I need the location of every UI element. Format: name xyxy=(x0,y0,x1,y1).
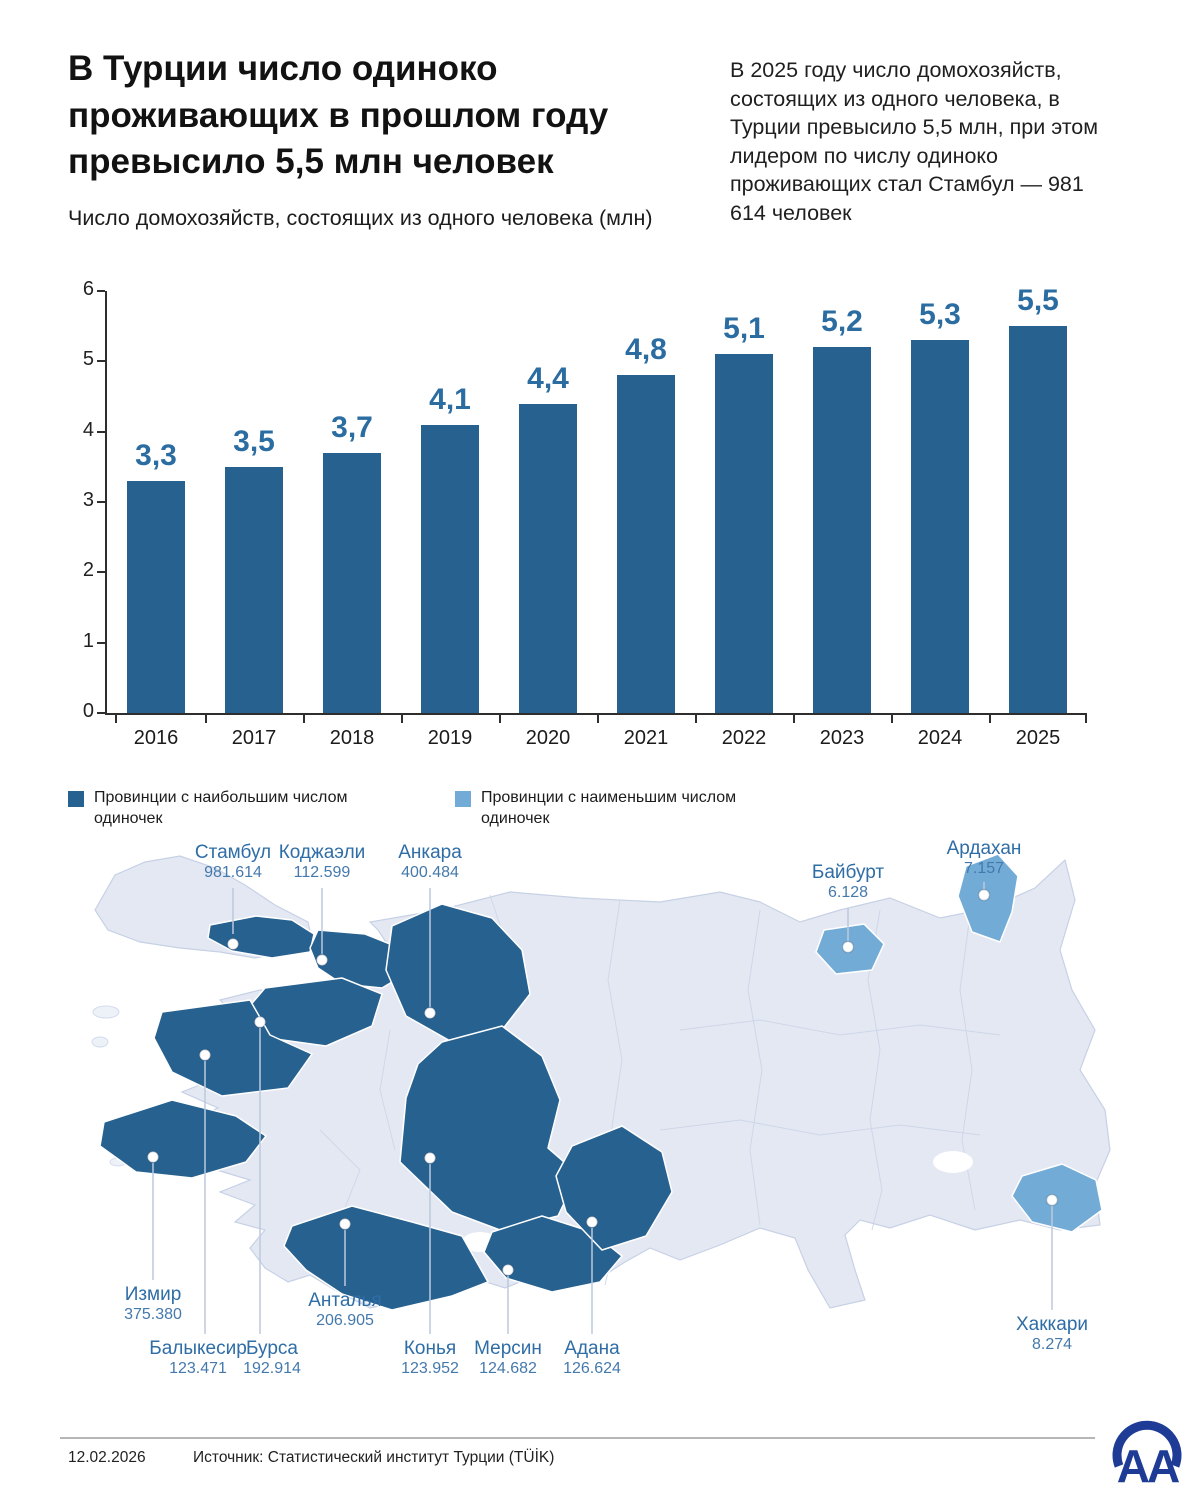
bar-value-label: 3,3 xyxy=(135,438,177,472)
legend-label: Провинции с наименьшим числом одиночек xyxy=(481,789,737,827)
bar xyxy=(421,425,479,713)
legend-swatch-most xyxy=(68,791,84,807)
x-axis-label: 2019 xyxy=(427,727,473,749)
map-label-balikesir xyxy=(149,1338,247,1379)
bar xyxy=(617,375,675,713)
map-marker xyxy=(425,1008,436,1019)
province-name: Стамбул xyxy=(194,842,272,863)
footer-divider xyxy=(60,1437,1095,1439)
bar-value-label: 5,3 xyxy=(919,298,961,332)
y-axis-tick xyxy=(97,501,105,503)
x-axis-label: 2016 xyxy=(133,727,179,749)
intro-paragraph: В 2025 году число домохозяйств, состоящих из одного человека, в Турции превысило 5,5 млн, при этом лидером по числу одиноко проживающих стал Стамбул — 981 614 человек xyxy=(730,58,1099,225)
bar xyxy=(911,340,969,713)
x-axis-tick xyxy=(891,715,893,723)
x-axis-tick xyxy=(989,715,991,723)
bar-slot xyxy=(401,291,499,749)
province-name: Анкара xyxy=(398,842,462,863)
map-label-ardahan xyxy=(947,838,1022,879)
map-marker xyxy=(340,1219,351,1230)
lake-van xyxy=(933,1151,973,1173)
province-value: 7.157 xyxy=(963,860,1005,878)
province-value: 126.624 xyxy=(563,1360,621,1378)
map-label-bursa xyxy=(243,1338,301,1379)
province-value: 123.471 xyxy=(169,1360,227,1378)
y-axis-tick-label: 5 xyxy=(82,348,94,371)
x-axis-tick xyxy=(695,715,697,723)
map-label-konya xyxy=(401,1338,459,1379)
chart-caption: Число домохозяйств, состоящих из одного человека (млн) xyxy=(68,206,653,230)
bar-slot xyxy=(107,291,205,749)
bar-value-label: 4,1 xyxy=(429,382,471,416)
map-marker xyxy=(200,1050,211,1061)
bar xyxy=(813,347,871,713)
province-value: 206.905 xyxy=(316,1312,374,1330)
bar xyxy=(323,453,381,713)
province-name: Байбурт xyxy=(811,862,885,883)
province-value: 192.914 xyxy=(243,1360,301,1378)
island xyxy=(93,1006,119,1018)
y-axis-tick-label: 6 xyxy=(82,278,94,300)
x-axis-tick xyxy=(793,715,795,723)
y-axis-tick-label: 2 xyxy=(82,559,94,582)
map-marker xyxy=(255,1017,266,1028)
province-name: Мерсин xyxy=(474,1338,542,1359)
x-axis-label: 2025 xyxy=(1015,727,1061,749)
x-axis-label: 2021 xyxy=(623,727,669,749)
legend-label: Провинции с наибольшим числом одиночек xyxy=(94,789,348,827)
y-axis-tick-label: 3 xyxy=(82,489,94,511)
y-axis-tick xyxy=(97,642,105,644)
province-name: Бурса xyxy=(246,1338,298,1359)
bar-value-label: 5,1 xyxy=(723,312,765,346)
bar-slot xyxy=(891,291,989,749)
x-axis-tick xyxy=(401,715,403,723)
legend-item-most xyxy=(68,788,394,830)
x-axis-tick xyxy=(205,715,207,723)
province-value: 6.128 xyxy=(827,884,869,902)
x-axis-label: 2022 xyxy=(721,727,767,749)
y-axis-tick xyxy=(97,712,105,714)
y-axis-tick xyxy=(97,571,105,573)
province-name: Адана xyxy=(564,1338,620,1359)
map-label-mersin xyxy=(474,1338,542,1379)
map-svg xyxy=(60,830,1140,1400)
province-name: Измир xyxy=(124,1284,182,1305)
bar xyxy=(519,404,577,714)
map-label-izmir xyxy=(124,1284,182,1325)
plot-area xyxy=(105,284,1087,749)
x-axis-label: 2024 xyxy=(917,727,963,749)
y-axis-tick-label: 1 xyxy=(82,629,94,652)
x-axis-label: 2023 xyxy=(819,727,865,749)
x-axis-tick xyxy=(597,715,599,723)
page-title: В Турции число одиноко проживающих в прошлом году превысило 5,5 млн человек xyxy=(68,49,609,182)
x-axis-label: 2020 xyxy=(525,727,571,749)
bar-chart xyxy=(0,278,1200,773)
map-label-ankara xyxy=(398,842,462,883)
bar-value-label: 3,7 xyxy=(331,410,373,444)
map-marker xyxy=(587,1217,598,1228)
aa-logo-letters: AA xyxy=(1116,1440,1178,1492)
province-name: Анталья xyxy=(308,1290,382,1311)
footer-source: Источник: Статистический институт Турции (TÜİK) xyxy=(193,1449,555,1466)
map-marker xyxy=(843,942,854,953)
province-name: Хаккари xyxy=(1015,1314,1089,1335)
province-value: 400.484 xyxy=(401,864,459,882)
bar-slot xyxy=(989,284,1087,749)
footer-date: 12.02.2026 xyxy=(68,1449,146,1466)
bar-value-label: 3,5 xyxy=(233,424,275,458)
map-label-hakkari xyxy=(1016,1314,1088,1355)
aa-logo xyxy=(1106,1404,1188,1494)
bar-value-label: 5,2 xyxy=(821,305,863,339)
province-value: 981.614 xyxy=(204,864,262,882)
province-name: Коджаэли xyxy=(278,842,366,863)
map-label-kocaeli xyxy=(279,842,366,883)
x-axis-tick xyxy=(1085,715,1087,723)
bar-slot xyxy=(499,291,597,749)
bar xyxy=(225,467,283,713)
map-label-antalya xyxy=(308,1290,382,1331)
bar-slot xyxy=(303,291,401,749)
province-value: 375.380 xyxy=(124,1306,182,1324)
y-axis-tick xyxy=(97,431,105,433)
map-marker xyxy=(503,1265,514,1276)
map-label-adana xyxy=(563,1338,621,1379)
province-value: 124.682 xyxy=(479,1360,537,1378)
province-value: 8.274 xyxy=(1031,1336,1073,1354)
island xyxy=(92,1037,108,1047)
province-name: Балыкесир xyxy=(149,1338,247,1359)
map-marker xyxy=(979,890,990,901)
legend-swatch-least xyxy=(455,791,471,807)
bar-slot xyxy=(597,291,695,749)
map-marker xyxy=(317,955,328,966)
bar xyxy=(1009,326,1067,713)
bar-slot xyxy=(205,291,303,749)
map-marker xyxy=(425,1153,436,1164)
x-axis-label: 2017 xyxy=(231,727,277,749)
x-axis-tick xyxy=(303,715,305,723)
bar xyxy=(127,481,185,713)
y-axis-tick xyxy=(97,290,105,292)
x-axis-tick xyxy=(115,715,117,723)
province-name: Конья xyxy=(403,1338,457,1359)
turkey-map xyxy=(60,830,1140,1400)
bar xyxy=(715,354,773,713)
y-axis-tick-label: 4 xyxy=(82,418,94,441)
province-name: Ардахан xyxy=(946,838,1022,859)
map-marker xyxy=(148,1152,159,1163)
map-marker xyxy=(1047,1195,1058,1206)
bar-slot xyxy=(695,291,793,749)
bar-slot xyxy=(793,291,891,749)
y-axis-tick xyxy=(97,360,105,362)
map-label-bayburt xyxy=(812,862,884,903)
legend-item-least xyxy=(455,788,781,830)
y-axis-tick-label: 0 xyxy=(82,700,94,722)
map-marker xyxy=(228,939,239,950)
bar-value-label: 4,4 xyxy=(527,361,569,395)
map-label-istanbul xyxy=(195,842,271,883)
bar-value-label: 5,5 xyxy=(1017,284,1059,318)
x-axis-tick xyxy=(499,715,501,723)
province-value: 112.599 xyxy=(293,864,351,882)
bar-value-label: 4,8 xyxy=(625,333,667,367)
x-axis-label: 2018 xyxy=(329,727,375,749)
province-value: 123.952 xyxy=(401,1360,459,1378)
